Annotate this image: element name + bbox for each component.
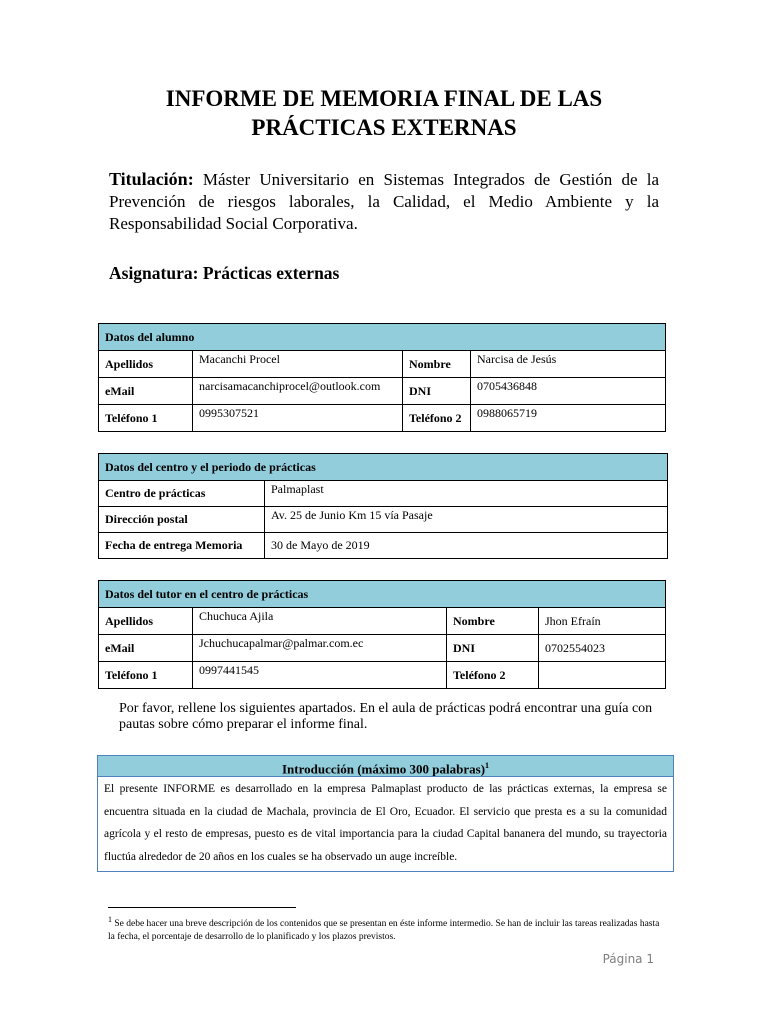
titulacion-label: Titulación: <box>109 169 194 189</box>
alumno-telefono2-label: Teléfono 2 <box>403 405 471 432</box>
alumno-nombre-label: Nombre <box>403 351 471 378</box>
titulacion-paragraph <box>109 168 659 235</box>
tutor-telefono2-label: Teléfono 2 <box>447 662 539 689</box>
tutor-email-label: eMail <box>99 635 193 662</box>
tutor-apellidos-label: Apellidos <box>99 608 193 635</box>
direccion-postal-value[interactable]: Av. 25 de Junio Km 15 vía Pasaje <box>265 507 668 533</box>
tutor-dni-value[interactable]: 0702554023 <box>539 635 666 662</box>
tutor-header: Datos del tutor en el centro de prácticas <box>99 581 666 608</box>
page-number: Página 1 <box>602 952 654 966</box>
centro-practicas-label: Centro de prácticas <box>99 481 265 507</box>
tutor-nombre-value[interactable]: Jhon Efraín <box>539 608 666 635</box>
footnote-divider <box>108 907 296 908</box>
tutor-table <box>98 580 666 689</box>
title-line-2: PRÁCTICAS EXTERNAS <box>251 115 517 140</box>
alumno-dni-value[interactable]: 0705436848 <box>471 378 666 405</box>
footnote-text: Se debe hacer una breve descripción de los contenidos que se presentan en éste informe intermedio. Se han de incluir las tareas realizadas hasta la fecha, el porcentaje de desarrollo de lo planificado y los plazos previstos. <box>108 919 660 943</box>
tutor-telefono1-label: Teléfono 1 <box>99 662 193 689</box>
introduccion-body[interactable]: El presente INFORME es desarrollado en la empresa Palmaplast producto de las prácticas externas, la empresa se encuentra situada en la ciudad de Machala, provincia de El Oro, Ecuador. El servicio que presta es a su la comunidad agrícola y el resto de empresas, puesto es de vital importancia para la ciudad Capital bananera del mundo, su trayectoria fluctúa alrededor de 20 años en los cuales se ha observado un auge increíble. <box>104 783 667 863</box>
alumno-dni-label: DNI <box>403 378 471 405</box>
centro-table <box>98 453 668 559</box>
centro-header: Datos del centro y el periodo de prácticas <box>99 454 668 481</box>
alumno-email-value[interactable]: narcisamacanchiprocel@outlook.com <box>193 378 403 405</box>
introduccion-box <box>97 755 674 872</box>
direccion-postal-label: Dirección postal <box>99 507 265 533</box>
alumno-telefono1-label: Teléfono 1 <box>99 405 193 432</box>
centro-practicas-value[interactable]: Palmaplast <box>265 481 668 507</box>
alumno-apellidos-label: Apellidos <box>99 351 193 378</box>
footnote <box>108 913 668 944</box>
alumno-table <box>98 323 666 432</box>
footnote-number: 1 <box>108 915 112 924</box>
asignatura-heading: Asignatura: Prácticas externas <box>109 263 340 283</box>
fecha-entrega-label: Fecha de entrega Memoria <box>99 533 265 559</box>
tutor-email-value[interactable]: Jchuchucapalmar@palmar.com.ec <box>193 635 447 662</box>
alumno-header: Datos del alumno <box>99 324 666 351</box>
instructions-text: Por favor, rellene los siguientes apartados. En el aula de prácticas podrá encontrar una guía con pautas sobre cómo preparar el informe final. <box>119 701 653 732</box>
alumno-email-label: eMail <box>99 378 193 405</box>
tutor-telefono1-value[interactable]: 0997441545 <box>193 662 447 689</box>
tutor-telefono2-value[interactable] <box>539 662 666 689</box>
alumno-telefono2-value[interactable]: 0988065719 <box>471 405 666 432</box>
tutor-nombre-label: Nombre <box>447 608 539 635</box>
titulacion-text: Máster Universitario en Sistemas Integrados de Gestión de la Prevención de riesgos laborales, la Calidad, el Medio Ambiente y la Responsabilidad Social Corporativa. <box>109 170 659 233</box>
footnote-ref[interactable]: 1 <box>485 761 490 770</box>
tutor-apellidos-value[interactable]: Chuchuca Ajila <box>193 608 447 635</box>
introduccion-header <box>98 756 673 777</box>
alumno-apellidos-value[interactable]: Macanchi Procel <box>193 351 403 378</box>
fecha-entrega-value[interactable]: 30 de Mayo de 2019 <box>265 533 668 559</box>
alumno-nombre-value[interactable]: Narcisa de Jesús <box>471 351 666 378</box>
document-title <box>0 84 768 142</box>
title-line-1: INFORME DE MEMORIA FINAL DE LAS <box>165 86 603 111</box>
introduccion-title: Introducción (máximo 300 palabras) <box>281 761 486 777</box>
alumno-telefono1-value[interactable]: 0995307521 <box>193 405 403 432</box>
tutor-dni-label: DNI <box>447 635 539 662</box>
